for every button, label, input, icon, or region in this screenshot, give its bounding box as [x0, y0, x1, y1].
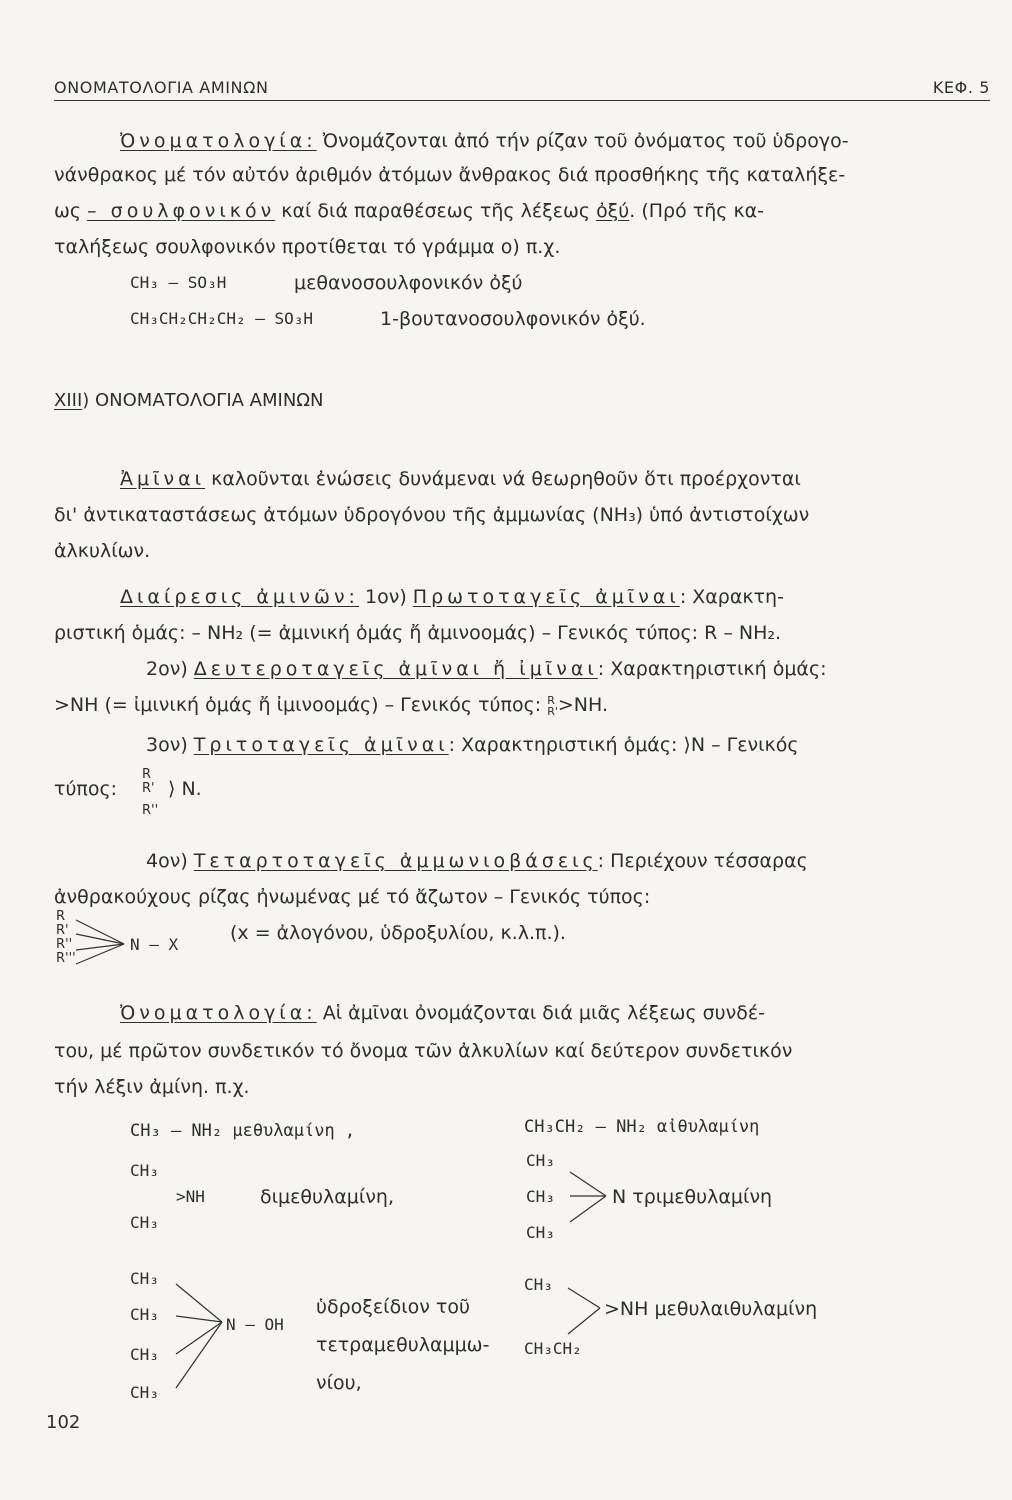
tma-bonds: [172, 1276, 228, 1396]
term-aminai: Ἀμῖναι: [120, 468, 206, 490]
nom-text: Αἱ ἀμῖναι ὀνομάζονται διά μιᾶς λέξεως συνδέ-: [316, 1002, 766, 1024]
div-line-7: [146, 850, 808, 872]
sub-r2: R'': [56, 937, 73, 952]
p1-text: ως: [54, 200, 88, 222]
div-line-1: [120, 586, 784, 608]
sub-r2: R'': [142, 803, 159, 818]
div-text: : Χαρακτη-: [679, 586, 784, 608]
tertiary-formula: ⟩ N.: [168, 778, 202, 800]
div-line-3: [146, 658, 827, 680]
term-tertiary-amines: Τριτοταγεῖς ἀμῖναι: [193, 734, 449, 756]
nom-line-3: τήν λέξιν ἀμίνη. π.χ.: [54, 1076, 250, 1098]
mea-ch3: CH₃: [524, 1275, 553, 1294]
running-header: [54, 78, 990, 101]
sub-r1: R': [56, 923, 69, 938]
sub-r1: R': [142, 781, 155, 796]
tma-ch3-1: CH₃: [130, 1269, 159, 1288]
sub-r: R: [56, 909, 66, 924]
dimethyl-ch3-top: CH₃: [130, 1161, 159, 1180]
name-tma-hydroxide-2: τετραμεθυλαμμω-: [316, 1334, 490, 1356]
div-line-2: ριστική ὁμάς: – NH₂ (= ἀμινική ὁμάς ἤ ἀμινοομάς) – Γενικός τύπος: R – NH₂.: [54, 622, 782, 644]
term-primary-amines: Πρωτοταγεῖς ἀμῖναι: [412, 586, 680, 608]
p1-line-2: νάνθρακος μέ τόν αὐτόν ἀριθμόν ἀτόμων ἄνθρακος διά προσθήκης τῆς καταλήξε-: [54, 164, 846, 186]
tma-ch3-2: CH₃: [130, 1305, 159, 1324]
formula-methanesulfonic: CH₃ – SO₃H: [130, 273, 227, 292]
tma-noh: N – OH: [226, 1315, 284, 1334]
p1-line-4: ταλήξεως σουλφονικόν προτίθεται τό γράμμα ο) π.χ.: [54, 236, 561, 258]
term-onomatologia: Ὀνοματολογία:: [120, 1002, 317, 1024]
p1-text: καί διά παραθέσεως τῆς λέξεως: [275, 200, 597, 222]
def-line-1: [120, 468, 801, 490]
div-text: τύπος:: [54, 778, 118, 800]
div-text: >NH.: [557, 694, 608, 716]
name-dimethylamine: διμεθυλαμίνη,: [260, 1186, 395, 1208]
name-trimethylamine: N τριμεθυλαμίνη: [612, 1186, 773, 1208]
div-text: : Χαρακτηριστική ὁμάς: ⟩N – Γενικός: [448, 734, 799, 756]
mea-ch3ch2: CH₃CH₂: [524, 1339, 582, 1358]
dimethyl-ch3-bottom: CH₃: [130, 1213, 159, 1232]
trimethyl-ch3-bottom: CH₃: [526, 1223, 555, 1242]
p1-line-1: [120, 130, 849, 152]
def-text: καλοῦνται ἐνώσεις δυνάμεναι νά θεωρηθοῦν ὅτι προέρχονται: [205, 468, 801, 490]
trimethyl-ch3-top: CH₃: [526, 1151, 555, 1170]
header-title: ΟΝΟΜΑΤΟΛΟΓΙΑ ΑΜΙΝΩΝ: [54, 78, 269, 97]
term-quaternary-bases: Τεταρτοταγεῖς ἀμμωνιοβάσεις: [193, 850, 598, 872]
dimethyl-nh: >NH: [176, 1187, 205, 1206]
example-methylamine: CH₃ – NH₂ μεθυλαμίνη ,: [130, 1121, 356, 1141]
div-line-5: [146, 734, 799, 756]
term-oxy: ὀξύ: [596, 200, 630, 222]
nom-line-2: του, μέ πρῶτον συνδετικόν τό ὄνομα τῶν ἀλκυλίων καί δεύτερον συνδετικόν: [54, 1040, 793, 1062]
tma-ch3-4: CH₃: [130, 1383, 159, 1402]
div-text: 2ον): [146, 658, 194, 680]
section-number: XIII: [54, 390, 83, 411]
term-diairesis: Διαίρεσις ἀμινῶν:: [120, 586, 359, 608]
def-line-2: δι' ἀντικαταστάσεως ἀτόμων ὑδρογόνου τῆς ἀμμωνίας (NH₃) ὑπό ἀντιστοίχων: [54, 504, 810, 526]
tertiary-subs: [142, 768, 158, 818]
page-number: 102: [46, 1412, 81, 1433]
div-line-6: [54, 778, 117, 800]
div-line-4: [54, 694, 608, 717]
p1-line-3: [54, 200, 764, 222]
section-title: ) ΟΝΟΜΑΤΟΛΟΓΙΑ ΑΜΙΝΩΝ: [82, 390, 324, 411]
name-butanesulfonic: 1-βουτανοσουλφονικόν ὀξύ.: [380, 308, 646, 330]
div-text: >NH (= ἰμινική ὁμάς ἤ ἰμινοομάς) – Γενικός τύπος:: [54, 694, 548, 716]
div-text: 4ον): [146, 850, 194, 872]
div-text: : Περιέχουν τέσσαρας: [597, 850, 808, 872]
mea-bonds: [564, 1284, 606, 1340]
general-formula-rr: R R': [547, 693, 558, 718]
tma-ch3-3: CH₃: [130, 1345, 159, 1364]
formula-butanesulfonic: CH₃CH₂CH₂CH₂ – SO₃H: [130, 309, 314, 328]
chapter-label: ΚΕΦ. 5: [932, 78, 990, 97]
name-methanesulfonic: μεθανοσουλφονικόν ὀξύ: [294, 272, 523, 294]
div-line-8: ἀνθρακούχους ρίζας ἠνωμένας μέ τό ἄζωτον – Γενικός τύπος:: [54, 886, 651, 908]
term-sulfonikon: – σουλφονικόν: [87, 200, 276, 222]
quaternary-note: (x = ἀλογόνου, ὑδροξυλίου, κ.λ.π.).: [230, 922, 566, 944]
nom-line-1: [120, 1002, 765, 1024]
div-text: : Χαρακτηριστική ὁμάς:: [597, 658, 827, 680]
trimethyl-bonds: [566, 1160, 610, 1230]
section-heading: [54, 390, 324, 412]
sub-r3: R''': [56, 951, 76, 966]
p1-text: Ὀνομάζονται ἀπό τήν ρίζαν τοῦ ὀνόματος τοῦ ὑδρογο-: [316, 130, 849, 152]
div-text: 1ον): [358, 586, 413, 608]
quaternary-bonds: [72, 914, 132, 974]
div-text: 3ον): [146, 734, 194, 756]
example-ethylamine: CH₃CH₂ – NH₂ αἰθυλαμίνη: [524, 1117, 760, 1137]
sub-r: R: [142, 767, 152, 782]
term-onomatologia: Ὀνοματολογία:: [120, 130, 317, 152]
term-secondary-amines: Δευτεροταγεῖς ἀμῖναι ἤ ἰμῖναι: [193, 658, 598, 680]
quaternary-formula: N – X: [130, 935, 179, 954]
p1-text: . (Πρό τῆς κα-: [629, 200, 765, 222]
trimethyl-ch3-mid: CH₃: [526, 1187, 555, 1206]
name-tma-hydroxide-3: νίου,: [316, 1372, 362, 1394]
name-methylethylamine: >NH μεθυλαιθυλαμίνη: [604, 1298, 818, 1320]
def-line-3: ἀλκυλίων.: [54, 540, 151, 562]
name-tma-hydroxide-1: ὑδροξείδιον τοῦ: [316, 1296, 470, 1318]
